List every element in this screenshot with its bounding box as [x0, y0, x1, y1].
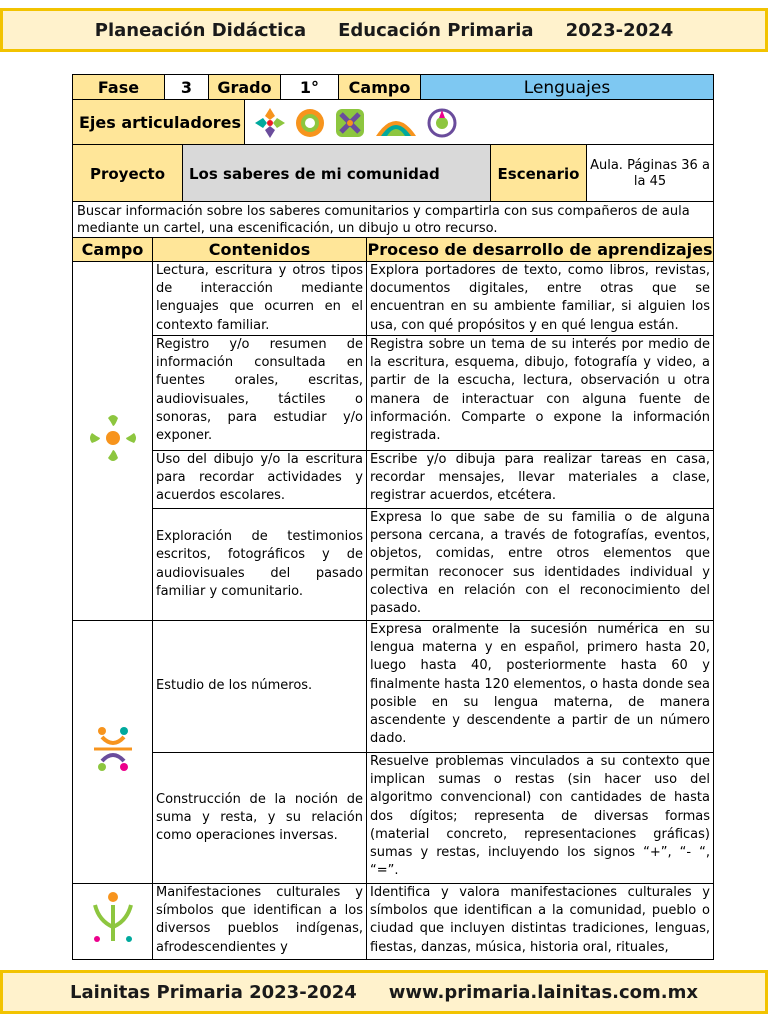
header-campo: Campo — [73, 238, 153, 262]
proyecto-table — [72, 144, 714, 203]
ejes-table — [72, 99, 714, 146]
contents-table — [72, 237, 714, 960]
fase-value: 3 — [165, 75, 209, 101]
contenido-6: Construcción de la noción de suma y resta, y su relación como operaciones inversas. — [153, 753, 367, 884]
proceso-5: Expresa oralmente la sucesión numérica en su lengua materna y en español, primero hasta 20, luego hasta 40, posteriormente hasta 60 y finalmente hasta 120 elementos, o hasta donde sea posible en su lengua materna, de manera ascendente y descendente a partir de un número dado. — [367, 621, 714, 753]
grado-value: 1° — [281, 75, 339, 101]
proceso-1: Explora portadores de texto, como libros, revistas, documentos digitales, entre otras que se encuentran en su ambiente familiar, si alguien los usa, con qué propósitos y en qué lengua están. — [367, 262, 714, 336]
banner-level: Educación Primaria — [338, 19, 534, 41]
contenido-2: Registro y/o resumen de información consultada en fuentes orales, escritas, audiovisuales, táctiles o sonoras, para estudiar y/o exponer. — [153, 336, 367, 451]
grado-label: Grado — [209, 75, 281, 101]
campo-cell-lenguajes — [73, 262, 153, 621]
proceso-3: Escribe y/o dibuja para realizar tareas en casa, recordar mensajes, llevar materiales a clase, registrar acuerdos, etcétera. — [367, 451, 714, 509]
pensamiento-critico-icon — [293, 106, 327, 140]
proyecto-label: Proyecto — [73, 145, 183, 203]
saberes-icon — [88, 723, 138, 775]
contenido-4: Exploración de testimonios escritos, fotográficos y de audiovisuales del pasado familiar y comunitario. — [153, 509, 367, 621]
ejes-label: Ejes articuladores — [73, 100, 245, 146]
contenido-1: Lectura, escritura y otros tipos de interacción mediante lenguajes que ocurren en el contexto familiar. — [153, 262, 367, 336]
footer-site: Lainitas Primaria 2023-2024 — [70, 981, 357, 1003]
lenguajes-icon — [88, 412, 138, 464]
header-proceso: Proceso de desarrollo de aprendizajes — [367, 238, 714, 262]
banner-year: 2023-2024 — [565, 19, 674, 41]
description-table — [72, 201, 714, 239]
campo-value: Lenguajes — [421, 75, 714, 101]
interculturalidad-icon — [333, 106, 367, 140]
header-table — [72, 74, 714, 101]
top-banner — [0, 8, 768, 52]
footer-url[interactable]: www.primaria.lainitas.com.mx — [388, 981, 698, 1003]
ejes-icons-cell — [245, 100, 714, 146]
campo-cell-saberes — [73, 621, 153, 884]
campo-cell-etica — [73, 884, 153, 960]
contenido-7: Manifestaciones culturales y símbolos que identifican a los diversos pueblos indígenas, afrodescendientes y — [153, 884, 367, 960]
etica-icon — [91, 891, 135, 945]
header-contenidos: Contenidos — [153, 238, 367, 262]
bottom-banner — [0, 970, 768, 1014]
proceso-7: Identifica y valora manifestaciones culturales y símbolos que identifican a la comunidad, pueblo o ciudad que incluyen distintas tradiciones, lenguas, fiestas, danzas, música, historia oral, rituales, — [367, 884, 714, 960]
vida-saludable-icon — [373, 106, 419, 140]
fase-label: Fase — [73, 75, 165, 101]
proceso-6: Resuelve problemas vinculados a su contexto que implican sumas o restas (sin hacer uso del algoritmo convencional) con cantidades de hasta dos dígitos; representa de diversas formas (material concreto, representaciones gráficas) sumas y restas, incluyendo los signos “+”, “- “, “=”. — [367, 753, 714, 884]
proceso-2: Registra sobre un tema de su interés por medio de la escritura, esquema, dibujo, fotografía y video, a partir de la escucha, lectura, observación u otra manera de interactuar con alguna fuente de información. Comparte o expone la información registrada. — [367, 336, 714, 451]
project-description: Buscar información sobre los saberes comunitarios y compartirla con sus compañeros de aula mediante un cartel, una escenificación, un dibujo u otro recurso. — [73, 202, 714, 239]
escenario-label: Escenario — [491, 145, 587, 203]
campo-label: Campo — [339, 75, 421, 101]
inclusion-icon — [253, 106, 287, 140]
artes-icon — [425, 106, 459, 140]
escenario-value: Aula. Páginas 36 a la 45 — [587, 145, 714, 203]
proceso-4: Expresa lo que sabe de su familia o de alguna persona cercana, a través de fotografías, eventos, objetos, comidas, entre otros elementos que permitan reconocer sus identidades individual y colectiva en relación con el reconocimiento del pasado. — [367, 509, 714, 621]
banner-title: Planeación Didáctica — [94, 19, 307, 41]
contenido-5: Estudio de los números. — [153, 621, 367, 753]
contenido-3: Uso del dibujo y/o la escritura para recordar actividades y acuerdos escolares. — [153, 451, 367, 509]
proyecto-value: Los saberes de mi comunidad — [183, 145, 491, 203]
